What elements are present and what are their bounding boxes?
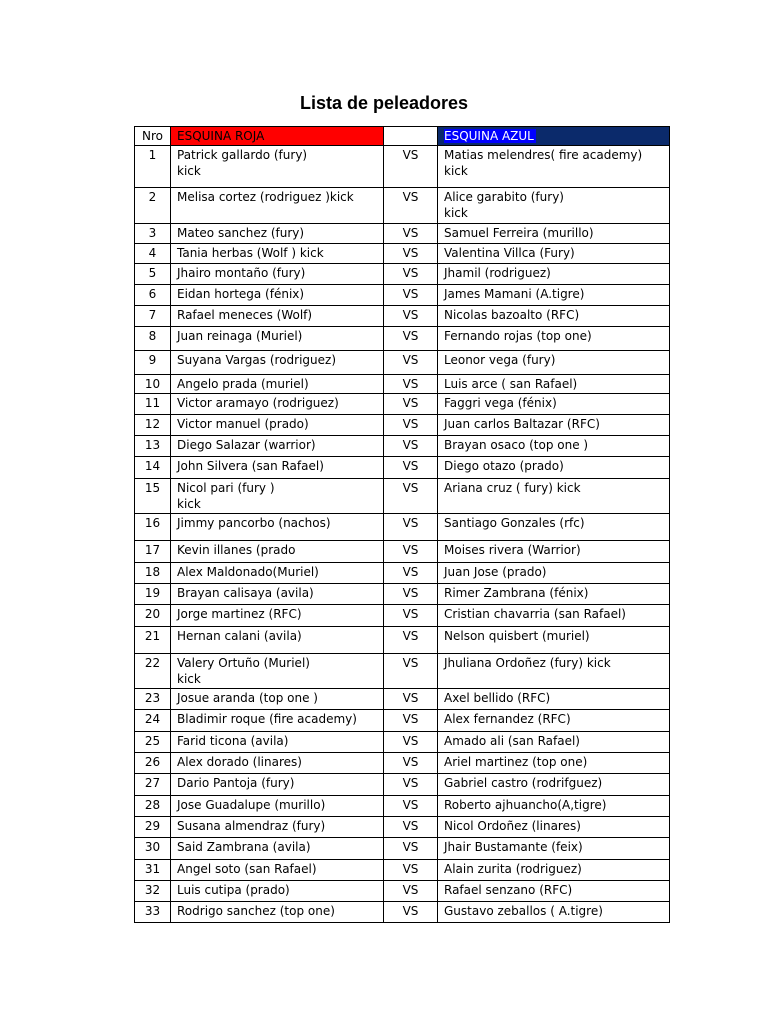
table-row — [135, 753, 670, 774]
red-corner-fighter: Jimmy pancorbo (nachos) — [171, 514, 384, 541]
header-nro: Nro — [135, 127, 171, 146]
header-esquina-roja: ESQUINA ROJA — [171, 127, 384, 146]
table-row — [135, 224, 670, 244]
red-corner-fighter: Jose Guadalupe (murillo) — [171, 796, 384, 817]
vs-label: VS — [384, 306, 438, 327]
blue-corner-fighter: Axel bellido (RFC) — [438, 689, 670, 710]
vs-label: VS — [384, 881, 438, 902]
table-row — [135, 146, 670, 188]
vs-label: VS — [384, 479, 438, 514]
row-number: 2 — [135, 188, 171, 224]
table-row — [135, 902, 670, 923]
red-corner-fighter: Rafael meneces (Wolf) — [171, 306, 384, 327]
vs-label: VS — [384, 774, 438, 796]
red-corner-fighter: Alex dorado (linares) — [171, 753, 384, 774]
vs-label: VS — [384, 902, 438, 923]
row-number: 5 — [135, 264, 171, 285]
vs-label: VS — [384, 689, 438, 710]
vs-label: VS — [384, 285, 438, 306]
vs-label: VS — [384, 375, 438, 394]
row-number: 29 — [135, 817, 171, 838]
blue-corner-fighter: Rafael senzano (RFC) — [438, 881, 670, 902]
table-row — [135, 689, 670, 710]
row-number: 23 — [135, 689, 171, 710]
blue-corner-fighter: Ariana cruz ( fury) kick — [438, 479, 670, 514]
red-corner-fighter: Valery Ortuño (Muriel) kick — [171, 654, 384, 689]
red-corner-fighter: Alex Maldonado(Muriel) — [171, 563, 384, 584]
row-number: 21 — [135, 627, 171, 654]
red-corner-fighter: Susana almendraz (fury) — [171, 817, 384, 838]
vs-label: VS — [384, 654, 438, 689]
table-row — [135, 860, 670, 881]
row-number: 6 — [135, 285, 171, 306]
row-number: 33 — [135, 902, 171, 923]
vs-label: VS — [384, 457, 438, 479]
red-corner-fighter: Jhairo montaño (fury) — [171, 264, 384, 285]
row-number: 25 — [135, 732, 171, 753]
blue-corner-fighter: Jhuliana Ordoñez (fury) kick — [438, 654, 670, 689]
red-corner-fighter: Jorge martinez (RFC) — [171, 605, 384, 627]
table-row — [135, 838, 670, 860]
vs-label: VS — [384, 188, 438, 224]
blue-corner-fighter: Nelson quisbert (muriel) — [438, 627, 670, 654]
blue-corner-fighter: Luis arce ( san Rafael) — [438, 375, 670, 394]
table-row — [135, 627, 670, 654]
red-corner-fighter: Patrick gallardo (fury) kick — [171, 146, 384, 188]
row-number: 8 — [135, 327, 171, 351]
row-number: 4 — [135, 244, 171, 264]
vs-label: VS — [384, 415, 438, 436]
vs-label: VS — [384, 541, 438, 563]
table-row — [135, 457, 670, 479]
vs-label: VS — [384, 732, 438, 753]
row-number: 13 — [135, 436, 171, 457]
red-corner-fighter: Said Zambrana (avila) — [171, 838, 384, 860]
blue-corner-fighter: Moises rivera (Warrior) — [438, 541, 670, 563]
table-row — [135, 796, 670, 817]
red-corner-fighter: Tania herbas (Wolf ) kick — [171, 244, 384, 264]
table-row — [135, 327, 670, 351]
row-number: 1 — [135, 146, 171, 188]
red-corner-fighter: Josue aranda (top one ) — [171, 689, 384, 710]
table-row — [135, 436, 670, 457]
blue-corner-fighter: Roberto ajhuancho(A,tigre) — [438, 796, 670, 817]
table-row — [135, 881, 670, 902]
vs-label: VS — [384, 860, 438, 881]
vs-label: VS — [384, 351, 438, 375]
table-row — [135, 375, 670, 394]
blue-corner-fighter: Ariel martinez (top one) — [438, 753, 670, 774]
blue-corner-fighter: Brayan osaco (top one ) — [438, 436, 670, 457]
row-number: 10 — [135, 375, 171, 394]
vs-label: VS — [384, 627, 438, 654]
vs-label: VS — [384, 264, 438, 285]
table-row — [135, 774, 670, 796]
table-row — [135, 394, 670, 415]
red-corner-fighter: Nicol pari (fury ) kick — [171, 479, 384, 514]
row-number: 7 — [135, 306, 171, 327]
vs-label: VS — [384, 605, 438, 627]
red-corner-fighter: Hernan calani (avila) — [171, 627, 384, 654]
red-corner-fighter: Victor aramayo (rodriguez) — [171, 394, 384, 415]
red-corner-fighter: Melisa cortez (rodriguez )kick — [171, 188, 384, 224]
blue-corner-fighter: Alex fernandez (RFC) — [438, 710, 670, 732]
blue-corner-fighter: Alain zurita (rodriguez) — [438, 860, 670, 881]
row-number: 14 — [135, 457, 171, 479]
vs-label: VS — [384, 584, 438, 605]
row-number: 11 — [135, 394, 171, 415]
header-esquina-azul — [438, 127, 670, 146]
table-row — [135, 264, 670, 285]
header-vs — [384, 127, 438, 146]
vs-label: VS — [384, 838, 438, 860]
vs-label: VS — [384, 563, 438, 584]
blue-corner-fighter: Samuel Ferreira (murillo) — [438, 224, 670, 244]
row-number: 16 — [135, 514, 171, 541]
row-number: 28 — [135, 796, 171, 817]
table-row — [135, 514, 670, 541]
row-number: 3 — [135, 224, 171, 244]
row-number: 9 — [135, 351, 171, 375]
table-row — [135, 244, 670, 264]
table-row — [135, 541, 670, 563]
vs-label: VS — [384, 796, 438, 817]
table-row — [135, 306, 670, 327]
row-number: 12 — [135, 415, 171, 436]
table-row — [135, 732, 670, 753]
row-number: 32 — [135, 881, 171, 902]
red-corner-fighter: Brayan calisaya (avila) — [171, 584, 384, 605]
table-row — [135, 285, 670, 306]
row-number: 17 — [135, 541, 171, 563]
red-corner-fighter: Diego Salazar (warrior) — [171, 436, 384, 457]
blue-corner-fighter: Jhair Bustamante (feix) — [438, 838, 670, 860]
blue-corner-fighter: Juan carlos Baltazar (RFC) — [438, 415, 670, 436]
table-row — [135, 351, 670, 375]
red-corner-fighter: Dario Pantoja (fury) — [171, 774, 384, 796]
red-corner-fighter: Angelo prada (muriel) — [171, 375, 384, 394]
blue-corner-fighter: Gabriel castro (rodrifguez) — [438, 774, 670, 796]
blue-corner-fighter: Fernando rojas (top one) — [438, 327, 670, 351]
blue-corner-fighter: Leonor vega (fury) — [438, 351, 670, 375]
red-corner-fighter: Luis cutipa (prado) — [171, 881, 384, 902]
table-row — [135, 584, 670, 605]
red-corner-fighter: Angel soto (san Rafael) — [171, 860, 384, 881]
blue-corner-fighter: Matias melendres( fire academy) kick — [438, 146, 670, 188]
blue-corner-fighter: Cristian chavarria (san Rafael) — [438, 605, 670, 627]
fighters-table — [134, 126, 670, 923]
vs-label: VS — [384, 753, 438, 774]
blue-corner-fighter: Nicol Ordoñez (linares) — [438, 817, 670, 838]
blue-corner-fighter: Gustavo zeballos ( A.tigre) — [438, 902, 670, 923]
table-row — [135, 710, 670, 732]
row-number: 18 — [135, 563, 171, 584]
red-corner-fighter: Eidan hortega (fénix) — [171, 285, 384, 306]
table-row — [135, 563, 670, 584]
blue-corner-fighter: Jhamil (rodriguez) — [438, 264, 670, 285]
row-number: 30 — [135, 838, 171, 860]
table-row — [135, 188, 670, 224]
row-number: 24 — [135, 710, 171, 732]
vs-label: VS — [384, 327, 438, 351]
table-row — [135, 817, 670, 838]
red-corner-fighter: Kevin illanes (prado — [171, 541, 384, 563]
vs-label: VS — [384, 514, 438, 541]
blue-corner-fighter: Amado ali (san Rafael) — [438, 732, 670, 753]
red-corner-fighter: Mateo sanchez (fury) — [171, 224, 384, 244]
table-row — [135, 605, 670, 627]
blue-corner-fighter: Valentina Villca (Fury) — [438, 244, 670, 264]
vs-label: VS — [384, 817, 438, 838]
row-number: 27 — [135, 774, 171, 796]
blue-corner-fighter: Santiago Gonzales (rfc) — [438, 514, 670, 541]
row-number: 31 — [135, 860, 171, 881]
red-corner-fighter: Juan reinaga (Muriel) — [171, 327, 384, 351]
table-row — [135, 479, 670, 514]
vs-label: VS — [384, 710, 438, 732]
row-number: 15 — [135, 479, 171, 514]
table-header-row — [135, 127, 670, 146]
row-number: 19 — [135, 584, 171, 605]
row-number: 20 — [135, 605, 171, 627]
row-number: 26 — [135, 753, 171, 774]
red-corner-fighter: Suyana Vargas (rodriguez) — [171, 351, 384, 375]
red-corner-fighter: Farid ticona (avila) — [171, 732, 384, 753]
table-row — [135, 654, 670, 689]
vs-label: VS — [384, 436, 438, 457]
page-title: Lista de peleadores — [299, 93, 469, 113]
red-corner-fighter: Bladimir roque (fire academy) — [171, 710, 384, 732]
row-number: 22 — [135, 654, 171, 689]
blue-corner-fighter: Juan Jose (prado) — [438, 563, 670, 584]
blue-corner-fighter: Diego otazo (prado) — [438, 457, 670, 479]
header-esquina-azul-label: ESQUINA AZUL — [444, 129, 534, 143]
blue-corner-fighter: James Mamani (A.tigre) — [438, 285, 670, 306]
blue-corner-fighter: Faggri vega (fénix) — [438, 394, 670, 415]
vs-label: VS — [384, 394, 438, 415]
vs-label: VS — [384, 146, 438, 188]
red-corner-fighter: John Silvera (san Rafael) — [171, 457, 384, 479]
blue-corner-fighter: Alice garabito (fury) kick — [438, 188, 670, 224]
blue-corner-fighter: Rimer Zambrana (fénix) — [438, 584, 670, 605]
red-corner-fighter: Victor manuel (prado) — [171, 415, 384, 436]
red-corner-fighter: Rodrigo sanchez (top one) — [171, 902, 384, 923]
blue-corner-fighter: Nicolas bazoalto (RFC) — [438, 306, 670, 327]
table-row — [135, 415, 670, 436]
vs-label: VS — [384, 244, 438, 264]
vs-label: VS — [384, 224, 438, 244]
